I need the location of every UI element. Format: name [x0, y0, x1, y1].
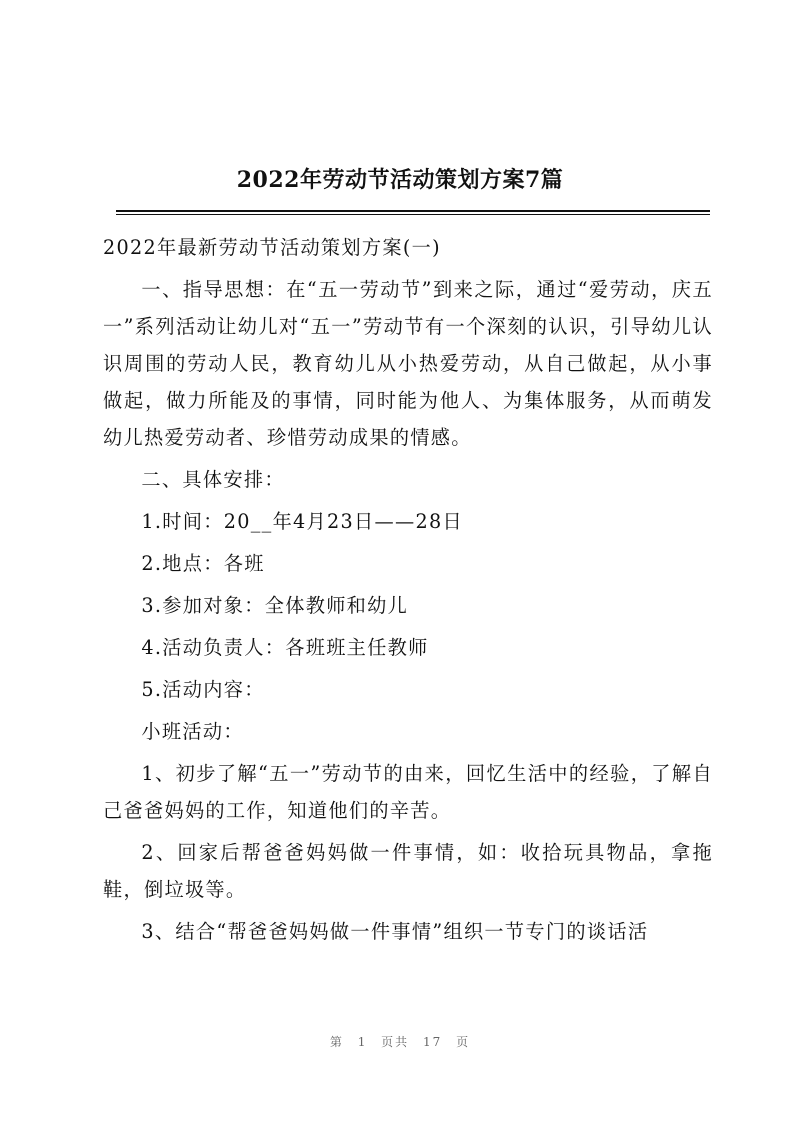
document-body	[103, 229, 713, 955]
paragraph-small-class: 小班活动：	[141, 720, 244, 743]
paragraph-time: 1.时间：20__年4月23日——28日	[141, 510, 464, 533]
paragraph-item-2: 2、回家后帮爸爸妈妈做一件事情，如：收拾玩具物品，拿拖鞋，倒垃圾等。	[103, 841, 713, 901]
paragraph-location: 2.地点：各班	[141, 552, 265, 575]
title-rule-thick	[116, 210, 710, 212]
footer-total-pages: 17	[423, 1035, 443, 1049]
paragraph-responsible: 4.活动负责人：各班班主任教师	[141, 636, 429, 659]
paragraph-participants: 3.参加对象：全体教师和幼儿	[141, 594, 409, 617]
paragraph-guiding-idea: 一、指导思想：在“五一劳动节”到来之际，通过“爱劳动，庆五一”系列活动让幼儿对“五一”劳动节有一个深刻的认识，引导幼儿认识周围的劳动人民，教育幼儿从小热爱劳动，从自己做起，从小事做起，做力所能及的事情，同时能为他人、为集体服务，从而萌发幼儿热爱劳动者、珍惜劳动成果的情感。	[103, 278, 713, 449]
footer-middle: 页共	[381, 1035, 410, 1049]
footer-suffix: 页	[456, 1035, 471, 1049]
paragraph-item-3: 3、结合“帮爸爸妈妈做一件事情”组织一节专门的谈话活	[141, 920, 649, 943]
paragraph-item-1: 1、初步了解“五一”劳动节的由来，回忆生活中的经验，了解自己爸爸妈妈的工作，知道他们的辛苦。	[103, 762, 713, 822]
section-heading: 2022年最新劳动节活动策划方案(一)	[103, 236, 441, 259]
document-title: 2022年劳动节活动策划方案7篇	[236, 167, 564, 193]
footer-page-number: 1	[357, 1035, 368, 1049]
footer-prefix: 第	[329, 1035, 344, 1049]
paragraph-arrangement: 二、具体安排：	[141, 468, 285, 491]
paragraph-content: 5.活动内容：	[141, 678, 265, 701]
title-rule-thin	[116, 214, 710, 215]
page-footer	[0, 1033, 800, 1050]
